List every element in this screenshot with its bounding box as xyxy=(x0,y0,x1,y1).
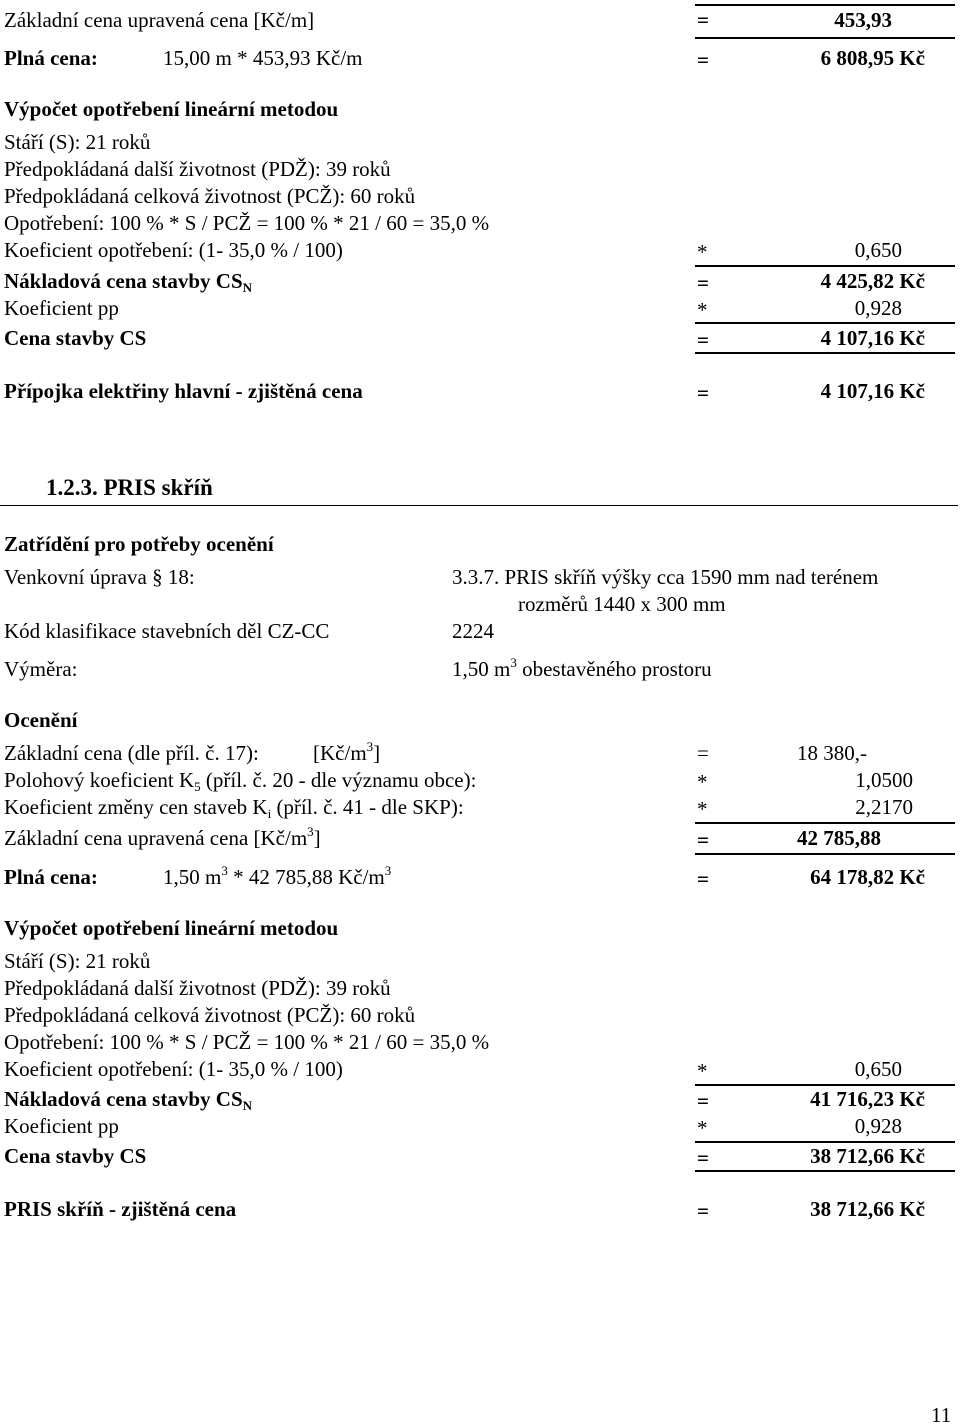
building-price-label-2: Cena stavby CS xyxy=(4,1144,147,1168)
area-value xyxy=(452,655,712,681)
k5-sub: 5 xyxy=(194,779,201,794)
full-value: 64 178,82 Kč xyxy=(810,865,925,889)
base-unit-end: ] xyxy=(373,741,381,765)
rule-building-price-2 xyxy=(695,1170,955,1172)
wear-coef-value: 0,650 xyxy=(854,238,902,262)
ki-sub: i xyxy=(267,806,272,821)
outdoor-desc-2: rozměrů 1440 x 300 mm xyxy=(518,592,726,616)
result-value-2: 38 712,66 Kč xyxy=(810,1197,925,1221)
full-price-value: 6 808,95 Kč xyxy=(820,46,925,70)
building-price-value: 4 107,16 Kč xyxy=(820,326,925,350)
classification-title: Zatřídění pro potřeby ocenění xyxy=(4,532,274,556)
building-price-op: = xyxy=(697,328,709,352)
cost-price-op-2: = xyxy=(697,1089,709,1113)
base-adjusted-value: 453,93 xyxy=(834,8,892,32)
rule-adj xyxy=(695,853,955,855)
cost-price-label xyxy=(4,269,253,295)
area-value-text: 1,50 m xyxy=(452,657,511,681)
base-adjusted-op: = xyxy=(697,8,709,32)
depreciation-title: Výpočet opotřebení lineární metodou xyxy=(4,97,339,121)
result-op-2: = xyxy=(697,1199,709,1223)
valuation-title: Ocenění xyxy=(4,708,78,732)
page-number: 11 xyxy=(931,1403,952,1427)
wear-formula-line-2: Opotřebení: 100 % * S / PCŽ = 100 % * 21 / 60 = 35,0 % xyxy=(4,1030,490,1054)
full-price-op: = xyxy=(697,48,709,72)
wear-coef-label-2: Koeficient opotřebení: (1- 35,0 % / 100) xyxy=(4,1057,343,1081)
adj-op: = xyxy=(697,828,709,852)
area-suffix: obestavěného prostoru xyxy=(522,657,712,681)
adj-label xyxy=(4,824,321,850)
building-price-op-2: = xyxy=(697,1146,709,1170)
cost-price-value-2: 41 716,23 Kč xyxy=(810,1087,925,1111)
result-label: Přípojka elektřiny hlavní - zjištěná cena xyxy=(4,379,363,403)
result-op: = xyxy=(697,381,709,405)
pp-op: * xyxy=(697,298,708,322)
cost-price-label-2 xyxy=(4,1087,253,1113)
ki-value: 2,2170 xyxy=(855,795,913,819)
cost-price-sub: N xyxy=(242,280,253,295)
rule-wear-coef xyxy=(695,265,955,267)
pp-value: 0,928 xyxy=(854,296,902,320)
building-price-value-2: 38 712,66 Kč xyxy=(810,1144,925,1168)
cost-price-label-text-2: Nákladová cena stavby CS xyxy=(4,1087,243,1111)
wear-coef-op-2: * xyxy=(697,1059,708,1083)
full-formula-a: 1,50 m xyxy=(163,865,222,889)
base-unit-text: [Kč/m xyxy=(313,741,367,765)
cost-price-value: 4 425,82 Kč xyxy=(820,269,925,293)
code-label: Kód klasifikace stavebních děl CZ-CC xyxy=(4,619,330,643)
depreciation-title-2: Výpočet opotřebení lineární metodou xyxy=(4,916,339,940)
age-line-2: Stáří (S): 21 roků xyxy=(4,949,151,973)
adj-label-text: Základní cena upravená cena [Kč/m xyxy=(4,826,308,850)
full-formula-sup1: 3 xyxy=(221,863,228,878)
code-value: 2224 xyxy=(452,619,494,643)
base-op: = xyxy=(697,741,709,765)
rule-heading xyxy=(0,505,958,506)
rule-pp xyxy=(695,322,955,324)
adj-value: 42 785,88 xyxy=(797,826,881,850)
remaining-life-line: Předpokládaná další životnost (PDŽ): 39 roků xyxy=(4,157,391,181)
rule-ki xyxy=(695,822,955,824)
k5-rest: (příl. č. 20 - dle významu obce): xyxy=(205,768,477,792)
full-formula xyxy=(163,863,392,889)
rule-top xyxy=(695,4,955,6)
area-sup: 3 xyxy=(510,655,517,670)
ki-op: * xyxy=(697,797,708,821)
cost-price-label-text: Nákladová cena stavby CS xyxy=(4,269,243,293)
pp-label-2: Koeficient pp xyxy=(4,1114,119,1138)
k5-value: 1,0500 xyxy=(855,768,913,792)
full-price-label: Plná cena: xyxy=(4,46,98,70)
ki-label xyxy=(4,795,464,821)
pp-op-2: * xyxy=(697,1116,708,1140)
base-label: Základní cena (dle příl. č. 17): xyxy=(4,741,259,765)
wear-coef-label: Koeficient opotřebení: (1- 35,0 % / 100) xyxy=(4,238,343,262)
wear-coef-value-2: 0,650 xyxy=(854,1057,902,1081)
adj-sup: 3 xyxy=(307,824,314,839)
full-op: = xyxy=(697,867,709,891)
remaining-life-line-2: Předpokládaná další životnost (PDŽ): 39 roků xyxy=(4,976,391,1000)
base-value: 18 380,- xyxy=(797,741,867,765)
full-label: Plná cena: xyxy=(4,865,98,889)
result-value: 4 107,16 Kč xyxy=(820,379,925,403)
k5-label xyxy=(4,768,477,794)
cost-price-op: = xyxy=(697,271,709,295)
full-formula-sup2: 3 xyxy=(384,863,392,878)
wear-coef-op: * xyxy=(697,240,708,264)
section-sign-icon: § xyxy=(152,565,163,589)
result-label-2: PRIS skříň - zjištěná cena xyxy=(4,1197,237,1221)
rule-base-adjusted xyxy=(695,37,955,39)
total-life-line-2: Předpokládaná celková životnost (PCŽ): 60 roků xyxy=(4,1003,416,1027)
outdoor-ref: 18: xyxy=(167,565,195,589)
area-label: Výměra: xyxy=(4,657,78,681)
base-adjusted-label: Základní cena upravená cena [Kč/m] xyxy=(4,8,315,32)
building-price-label: Cena stavby CS xyxy=(4,326,147,350)
pp-label: Koeficient pp xyxy=(4,296,119,320)
full-price-formula: 15,00 m * 453,93 Kč/m xyxy=(163,46,363,70)
rule-building-price xyxy=(695,352,955,354)
rule-wear-coef-2 xyxy=(695,1084,955,1086)
base-unit-sup: 3 xyxy=(366,739,374,754)
outdoor-label xyxy=(4,567,195,588)
ki-rest: (příl. č. 41 - dle SKP): xyxy=(276,795,464,819)
outdoor-desc-1: 3.3.7. PRIS skříň výšky cca 1590 mm nad terénem xyxy=(452,565,879,589)
rule-pp-2 xyxy=(695,1141,955,1143)
adj-end: ] xyxy=(313,826,321,850)
wear-formula-line: Opotřebení: 100 % * S / PCŽ = 100 % * 21 / 60 = 35,0 % xyxy=(4,211,490,235)
section-heading: 1.2.3. PRIS skříň xyxy=(46,475,213,500)
base-unit xyxy=(313,739,381,765)
outdoor-label-text: Venkovní úprava xyxy=(4,565,147,589)
age-line: Stáří (S): 21 roků xyxy=(4,130,151,154)
full-formula-b: * 42 785,88 Kč/m xyxy=(233,865,385,889)
k5-op: * xyxy=(697,770,708,794)
total-life-line: Předpokládaná celková životnost (PCŽ): 60 roků xyxy=(4,184,416,208)
pp-value-2: 0,928 xyxy=(854,1114,902,1138)
cost-price-sub-2: N xyxy=(242,1098,253,1113)
ki-label-text: Koeficient změny cen staveb K xyxy=(4,795,268,819)
k5-label-text: Polohový koeficient K xyxy=(4,768,195,792)
